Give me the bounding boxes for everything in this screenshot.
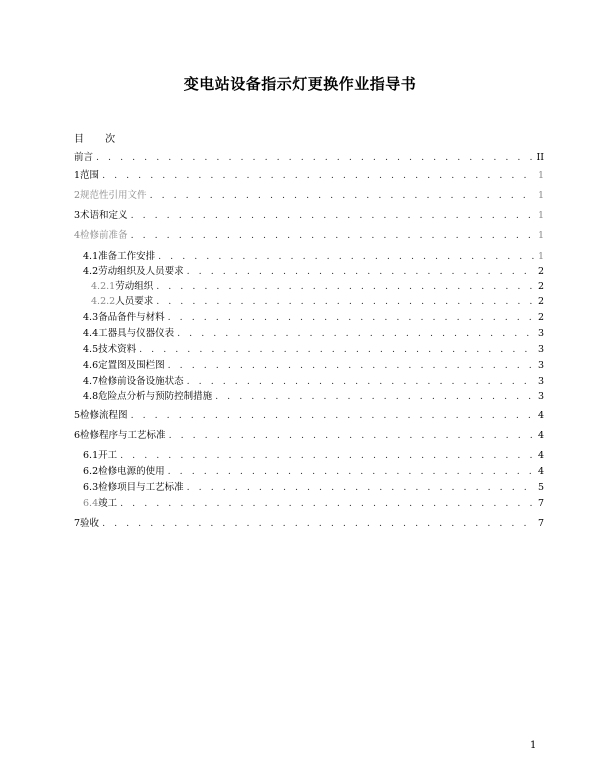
toc-entry-6[interactable] [74,428,544,442]
toc-entry-4[interactable] [74,228,544,242]
toc-leader-dots [150,190,535,202]
toc-leader-dots [177,328,535,340]
toc-entry-label: 工器具与仪器仪表 [98,328,175,339]
toc-entry-number: 4.6 [83,360,99,371]
toc-entry-number: 7 [74,518,81,529]
toc-leader-dots [120,450,535,462]
toc-entry-label: 人员要求 [115,296,154,307]
toc-entry-number: 6 [74,430,81,441]
toc-entry-number: 6.3 [83,482,99,493]
toc-entry-number: 4.3 [83,312,99,323]
toc-entry-page: 7 [537,498,544,509]
toc-entry-page: 3 [537,376,544,387]
toc-entry-label: 检修电源的使用 [98,466,165,477]
toc-entry-number: 6.2 [83,466,99,477]
toc-entry-page: II [536,152,544,163]
toc-leader-dots [187,482,535,494]
toc-entry-label: 备品备件与材料 [98,312,165,323]
toc-entry-page: 3 [537,328,544,339]
toc-entry-4-4[interactable] [83,326,544,340]
toc-entry-number: 3 [74,210,81,221]
toc-entry-3[interactable] [74,208,544,222]
toc-entry-1[interactable] [74,168,544,182]
page-number: 1 [530,740,537,751]
toc-entry-page: 4 [537,410,544,421]
toc-entry-4-1[interactable] [83,249,544,263]
toc-entry-page: 3 [537,391,544,402]
toc-entry-label: 检修前准备 [80,230,128,241]
toc-entry-number: 4.2.1 [91,281,116,292]
toc-entry-label: 检修流程图 [80,410,128,421]
toc-entry-page: 1 [537,170,544,181]
toc-entry-page: 4 [537,466,544,477]
toc-entry-page: 3 [537,360,544,371]
toc-entry-2[interactable] [74,188,544,202]
toc-entry-number: 2 [74,190,81,201]
toc-entry-label: 技术资料 [98,344,137,355]
toc-leader-dots [158,251,535,263]
toc-entry-4-5[interactable] [83,342,544,356]
toc-entry-page: 7 [537,518,544,529]
toc-entry-page: 3 [537,344,544,355]
toc-leader-dots [102,170,535,182]
toc-entry-4-6[interactable] [83,358,544,372]
toc-entry-page: 1 [537,190,544,201]
toc-leader-dots [168,466,535,478]
toc-leader-dots [131,210,535,222]
toc-entry-number: 5 [74,410,81,421]
toc-leader-dots [131,230,535,242]
document-title: 变电站设备指示灯更换作业指导书 [183,75,417,93]
toc-leader-dots [96,152,533,164]
toc-leader-dots [168,360,535,372]
toc-entry-label: 竣工 [98,498,118,509]
toc-entry-page: 2 [537,296,544,307]
toc-leader-dots [120,498,535,510]
toc-leader-dots [187,376,535,388]
toc-entry-number: 4.7 [83,376,99,387]
toc-leader-dots [156,281,535,293]
toc-entry-5[interactable] [74,408,544,422]
toc-entry-7[interactable] [74,516,544,530]
toc-entry-number: 6.4 [83,498,99,509]
toc-entry-number: 4.1 [83,251,99,262]
toc-entry-label: 范围 [80,170,100,181]
toc-entry-preface[interactable] [74,150,544,164]
toc-entry-number: 4 [74,230,81,241]
toc-entry-page: 1 [537,210,544,221]
toc-entry-label: 劳动组织及人员要求 [98,266,184,277]
toc-entry-number: 4.2.2 [91,296,116,307]
toc-entry-4-7[interactable] [83,374,544,388]
toc-entry-page: 2 [537,281,544,292]
toc-entry-label: 劳动组织 [115,281,154,292]
toc-leader-dots [169,430,535,442]
toc-entry-label: 检修前设备设施状态 [98,376,184,387]
toc-entry-number: 4.5 [83,344,99,355]
toc-entry-4-2-2[interactable] [91,294,544,308]
toc-entry-label: 检修程序与工艺标准 [80,430,166,441]
toc-entry-label: 术语和定义 [80,210,128,221]
toc-entry-label: 开工 [98,450,118,461]
toc-entry-page: 5 [537,482,544,493]
toc-entry-number: 4.8 [83,391,99,402]
toc-entry-4-2-1[interactable] [91,279,544,293]
toc-entry-label: 危险点分析与预防控制措施 [98,391,213,402]
toc-leader-dots [168,312,535,324]
toc-leader-dots [187,266,535,278]
toc-entry-label: 准备工作安排 [98,251,156,262]
toc-entry-label: 规范性引用文件 [80,190,147,201]
toc-leader-dots [156,296,535,308]
toc-entry-6-1[interactable] [83,448,544,462]
toc-entry-number: 6.1 [83,450,99,461]
toc-entry-6-4[interactable] [83,496,544,510]
toc-entry-page: 1 [537,251,544,262]
toc-entry-number: 1 [74,170,81,181]
toc-entry-page: 2 [537,266,544,277]
toc-entry-label: 验收 [80,518,100,529]
toc-entry-6-3[interactable] [83,480,544,494]
toc-heading: 目 次 [74,134,116,145]
toc-entry-label: 前言 [74,152,94,163]
toc-entry-4-2[interactable] [83,264,544,278]
toc-leader-dots [215,391,535,403]
toc-entry-page: 4 [537,450,544,461]
toc-entry-page: 2 [537,312,544,323]
toc-entry-4-8[interactable] [83,389,544,403]
toc-entry-label: 检修项目与工艺标准 [98,482,184,493]
toc-entry-number: 4.4 [83,328,99,339]
toc-entry-number: 4.2 [83,266,99,277]
toc-entry-label: 定置图及围栏图 [98,360,165,371]
toc-leader-dots [102,518,535,530]
toc-entry-6-2[interactable] [83,464,544,478]
toc-entry-page: 1 [537,230,544,241]
toc-entry-page: 4 [537,430,544,441]
toc-leader-dots [139,344,535,356]
toc-entry-4-3[interactable] [83,310,544,324]
toc-leader-dots [131,410,535,422]
